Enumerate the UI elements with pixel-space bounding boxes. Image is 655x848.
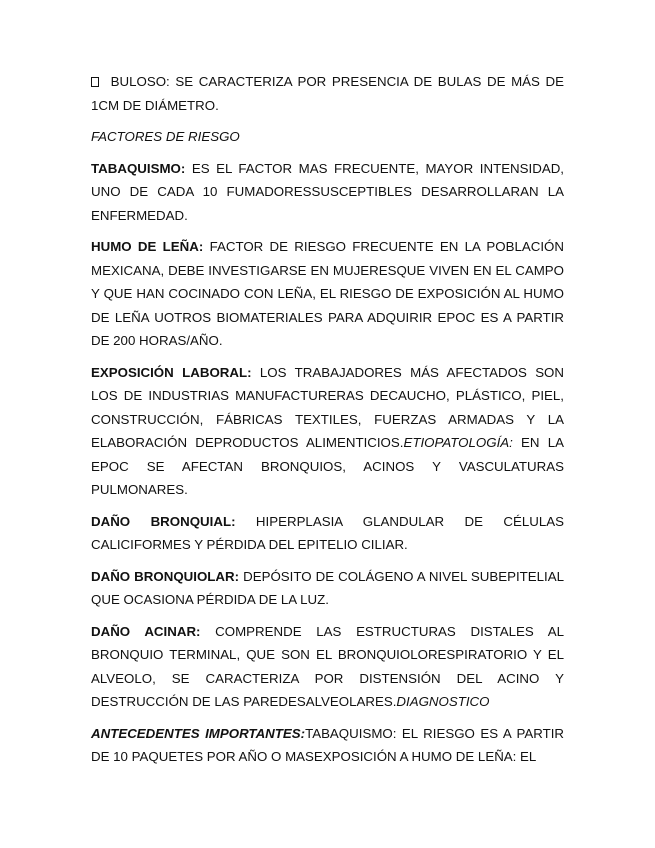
paragraph-humo-de-lena (91, 235, 564, 353)
term-label: HUMO DE LEÑA: (91, 239, 204, 254)
inline-heading-etiopatologia: ETIOPATOLOGÍA: (403, 435, 513, 450)
term-label: DAÑO BRONQUIAL: (91, 513, 236, 529)
paragraph-text: ES EL FACTOR MAS FRECUENTE, MAYOR INTENSIDAD, UNO DE CADA 10 FUMADORESSUSCEPTIBLES DESARROLLARAN LA ENFERMEDAD. (91, 160, 564, 223)
paragraph-text: EN LA EPOC SE AFECTAN BRONQUIOS, ACINOS Y VASCULATURAS PULMONARES. (91, 435, 564, 497)
paragraph-tabaquismo (91, 157, 564, 228)
paragraph-text: LOS TRABAJADORES MÁS AFECTADOS SON LOS DE INDUSTRIAS MANUFACTURERAS DECAUCHO, PLÁSTICO, PIEL, CONSTRUCCIÓN, FÁBRICAS TEXTILES, FUERZAS ARMADAS Y LA ELABORACIÓN DEPRODUCTOS ALIMENTICIOS. (91, 364, 565, 450)
missing-glyph-box-icon (91, 77, 99, 87)
paragraph-text: TABAQUISMO: EL RIESGO ES A PARTIR DE 10 PAQUETES POR AÑO O MASEXPOSICIÓN A HUMO DE LEÑA: EL (91, 725, 564, 764)
paragraph-buloso (91, 70, 564, 117)
paragraph-text: HIPERPLASIA GLANDULAR DE CÉLULAS CALICIFORMES Y PÉRDIDA DEL EPITELIO CILIAR. (91, 513, 564, 552)
section-heading-factores: FACTORES DE RIESGO (91, 129, 240, 144)
inline-heading-diagnostico: DIAGNOSTICO (396, 694, 490, 709)
paragraph-text: BULOSO: SE CARACTERIZA POR PRESENCIA DE BULAS DE MÁS DE 1CM DE DIÁMETRO. (91, 74, 564, 113)
paragraph-exposicion-laboral (91, 361, 564, 502)
paragraph-dano-acinar (91, 620, 564, 714)
term-label: EXPOSICIÓN LABORAL: (91, 364, 252, 380)
paragraph-dano-bronquial (91, 510, 564, 557)
paragraph-text: COMPRENDE LAS ESTRUCTURAS DISTALES AL BRONQUIO TERMINAL, QUE SON EL BRONQUIOLORESPIRATORIO Y EL ALVEOLO, SE CARACTERIZA POR DISTENSIÓN DEL ACINO Y DESTRUCCIÓN DE LAS PAREDESALVEOLARES. (91, 623, 564, 709)
paragraph-text: DEPÓSITO DE COLÁGENO A NIVEL SUBEPITELIAL QUE OCASIONA PÉRDIDA DE LA LUZ. (91, 568, 565, 607)
paragraph-dano-bronquiolar (91, 565, 564, 612)
term-label: DAÑO ACINAR: (91, 623, 201, 639)
term-label: ANTECEDENTES IMPORTANTES: (91, 725, 306, 741)
term-label: DAÑO BRONQUIOLAR: (91, 568, 240, 584)
paragraph-antecedentes (91, 722, 564, 769)
term-label: TABAQUISMO: (91, 160, 186, 176)
paragraph-text: FACTOR DE RIESGO FRECUENTE EN LA POBLACIÓN MEXICANA, DEBE INVESTIGARSE EN MUJERESQUE VIVEN EN EL CAMPO Y QUE HAN COCINADO CON LEÑA, EL RIESGO DE EXPOSICIÓN AL HUMO DE LEÑA UOTROS BIOMATERIALES PARA ADQUIRIR EPOC ES A PARTIR DE 200 HORAS/AÑO. (91, 239, 565, 348)
